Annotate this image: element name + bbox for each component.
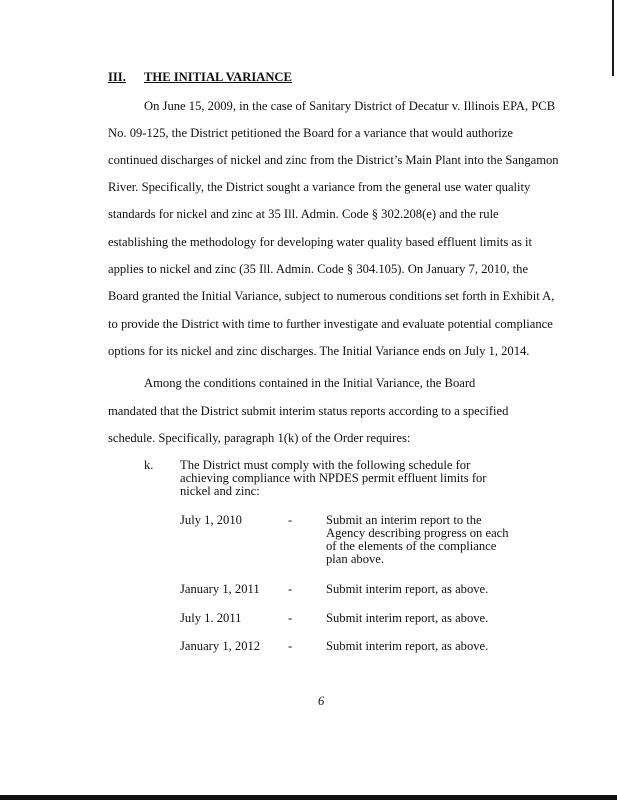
- paragraph-2-line: Among the conditions contained in the Initial Variance, the Board: [144, 376, 476, 390]
- item-k-line: achieving compliance with NPDES permit effluent limits for: [180, 471, 487, 485]
- schedule-action-line: Agency describing progress on each: [326, 526, 509, 540]
- paragraph-1-line: to provide the District with time to further investigate and evaluate potential compliance: [108, 317, 553, 331]
- item-k-line: nickel and zinc:: [180, 484, 260, 498]
- paragraph-1-line: Board granted the Initial Variance, subject to numerous conditions set forth in Exhibit A,: [108, 289, 555, 303]
- paragraph-1-line: On June 15, 2009, in the case of Sanitary District of Decatur v. Illinois EPA, PCB: [144, 99, 556, 113]
- schedule-action-line: Submit interim report, as above.: [326, 639, 489, 653]
- paragraph-2-line: schedule. Specifically, paragraph 1(k) of the Order requires:: [108, 431, 411, 445]
- paragraph-1-line: establishing the methodology for developing water quality based effluent limits as it: [108, 235, 533, 249]
- section-heading: [108, 70, 292, 85]
- schedule-dash: -: [288, 582, 293, 596]
- schedule-action-line: plan above.: [326, 552, 385, 566]
- schedule-action-line: Submit interim report, as above.: [326, 611, 489, 625]
- schedule-action: [326, 612, 526, 625]
- schedule-action: [326, 583, 526, 596]
- schedule-dash: -: [288, 611, 293, 625]
- paragraph-1-line: No. 09-125, the District petitioned the Board for a variance that would authorize: [108, 126, 513, 140]
- page-edge-bottom: [0, 795, 617, 800]
- paragraph-2-line: mandated that the District submit interim status reports according to a specified: [108, 404, 509, 418]
- paragraph-1-line: River. Specifically, the District sought a variance from the general use water quality: [108, 180, 531, 194]
- paragraph-1-line: standards for nickel and zinc at 35 Ill. Admin. Code § 302.208(e) and the rule: [108, 207, 499, 221]
- schedule-date: January 1, 2012: [180, 639, 261, 653]
- paragraph-1-line: continued discharges of nickel and zinc from the District’s Main Plant into the Sangamon: [108, 153, 559, 167]
- schedule-action: [326, 514, 526, 566]
- page-number: 6: [318, 694, 325, 708]
- section-title: THE INITIAL VARIANCE: [144, 70, 292, 84]
- paragraph-1-line: options for its nickel and zinc discharges. The Initial Variance ends on July 1, 2014.: [108, 344, 530, 358]
- schedule-action: [326, 640, 526, 653]
- schedule-date: January 1, 2011: [180, 582, 260, 596]
- schedule-date: July 1, 2010: [180, 513, 242, 527]
- item-k-line: The District must comply with the following schedule for: [180, 458, 471, 472]
- schedule-action-line: Submit interim report, as above.: [326, 582, 489, 596]
- schedule-dash: -: [288, 513, 293, 527]
- schedule-dash: -: [288, 639, 293, 653]
- paragraph-1-line: applies to nickel and zinc (35 Ill. Admin. Code § 304.105). On January 7, 2010, the: [108, 262, 529, 276]
- item-k-text: [180, 459, 500, 498]
- item-marker: k.: [144, 458, 154, 472]
- schedule-date: July 1. 2011: [180, 611, 242, 625]
- section-number: III.: [108, 70, 126, 84]
- schedule-action-line: of the elements of the compliance: [326, 539, 497, 553]
- page-edge-right: [612, 0, 614, 76]
- schedule-action-line: Submit an interim report to the: [326, 513, 482, 527]
